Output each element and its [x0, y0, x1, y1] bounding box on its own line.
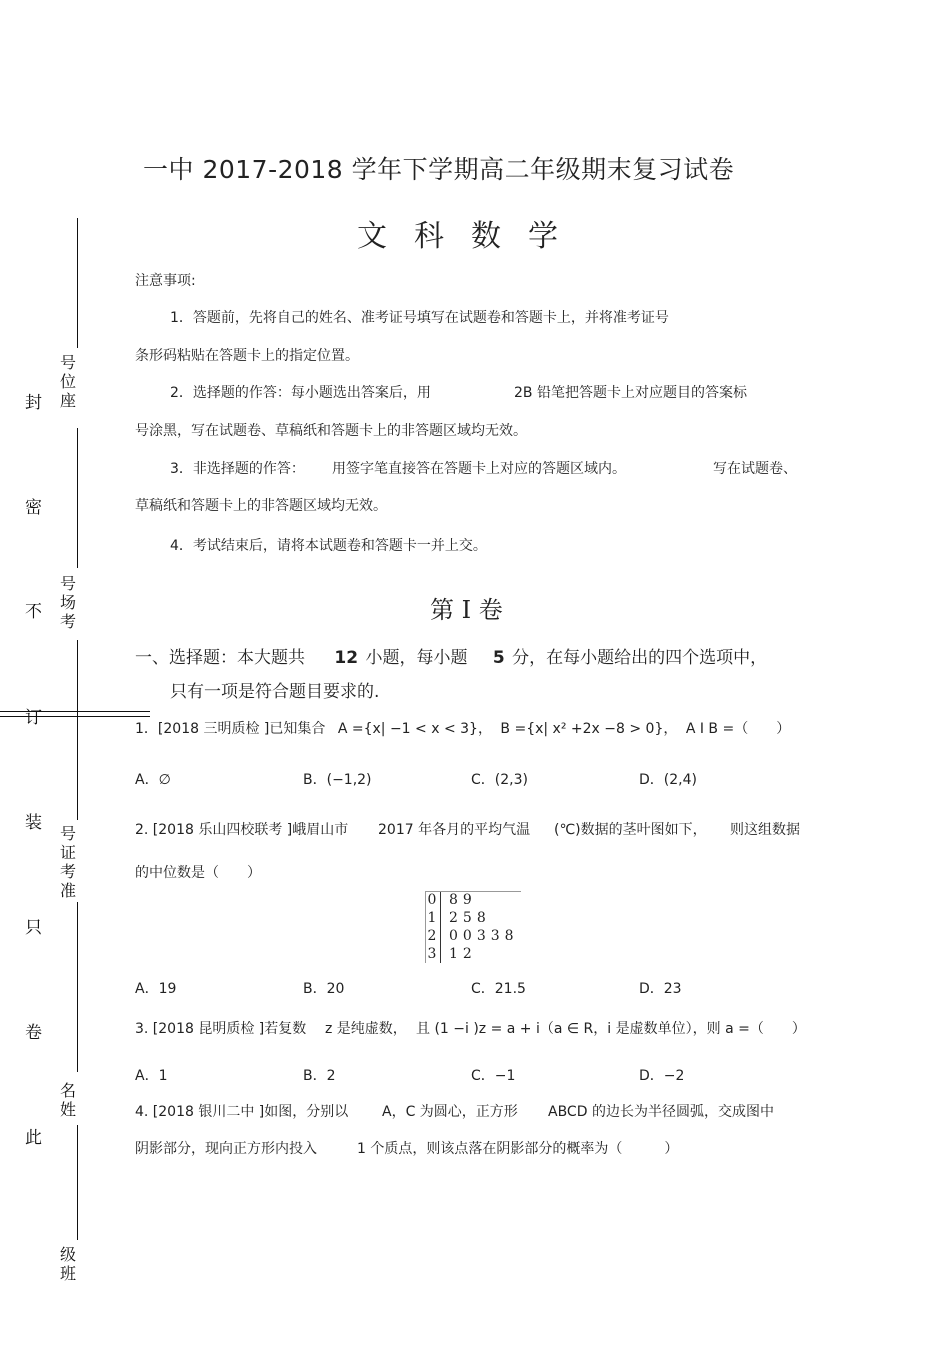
set-b: B ={x| x² +2x −8 > 0}， [500, 721, 678, 737]
exam-room-field: 号场考 [59, 574, 76, 631]
option-d: D．23 [639, 981, 682, 997]
notice-line: 2．选择题的作答：每小题选出答案后，用 [170, 385, 431, 401]
option-b: B．(−1,2) [303, 772, 372, 788]
question-3: 且 (1 −i )z = a + i（a ∈ R，i 是虚数单位），则 a =（ ） [416, 1021, 806, 1037]
option-d: D．−2 [639, 1068, 685, 1084]
question-2-line1: 2. [2018 乐山四校联考 ]峨眉山市 [135, 822, 349, 838]
cut-line [0, 711, 150, 712]
seal-char: 装 [25, 813, 42, 833]
set-a: A ={x| −1 < x < 3}， [337, 721, 492, 737]
seal-char: 卷 [25, 1023, 42, 1043]
notice-line: 用签字笔直接答在答题卡上对应的答题区域内。 [332, 461, 626, 477]
class-field: 级班 [59, 1245, 76, 1283]
option-b: B．2 [303, 1068, 336, 1084]
binding-line [77, 902, 78, 1072]
seal-char: 密 [25, 498, 42, 518]
notice-line: 4．考试结束后，请将本试题卷和答题卡一并上交。 [170, 538, 487, 554]
question-ask: A I B =（ ） [685, 721, 791, 737]
question-score: 5 [492, 648, 505, 668]
question-2-line1: 则这组数据 [730, 822, 800, 838]
leaves: 00338 [449, 928, 519, 944]
question-3: 3. [2018 昆明质检 ]若复数 [135, 1021, 307, 1037]
part-heading-text: 一、选择题：本大题共 [135, 648, 305, 668]
binding-line [77, 428, 78, 568]
option-d: D．(2,4) [639, 772, 697, 788]
binding-line [77, 218, 78, 348]
leaves: 12 [449, 946, 477, 962]
binding-line [77, 640, 78, 820]
notice-heading: 注意事项: [135, 273, 196, 289]
section-title: 第 I 卷 [430, 596, 503, 624]
question-1 [135, 718, 790, 738]
stem-leaf-border [425, 891, 426, 963]
question-count: 12 [334, 648, 359, 668]
binding-line [77, 1125, 78, 1240]
question-4-line2: 1 个质点，则该点落在阴影部分的概率为（ ） [357, 1141, 679, 1157]
leaves: 258 [449, 910, 491, 926]
stem: 0 [427, 892, 437, 908]
question-2-line1: 2017 年各月的平均气温 [378, 822, 531, 838]
question-text: 已知集合 [269, 721, 326, 737]
question-number: 1． [135, 721, 158, 737]
part-heading-text: 分，在每小题给出的四个选项中， [512, 648, 768, 668]
question-2-line1: (℃)数据的茎叶图如下， [554, 822, 707, 838]
stem: 3 [427, 946, 437, 962]
part-heading-line2: 只有一项是符合题目要求的. [170, 682, 380, 702]
question-4-line1: 4. [2018 银川二中 ]如图，分别以 [135, 1104, 349, 1120]
exam-title: 一中 2017-2018 学年下学期高二年级期末复习试卷 [143, 155, 735, 184]
notice-line: 3．非选择题的作答： [170, 461, 305, 477]
notice-line: 写在试题卷、 [713, 461, 797, 477]
notice-line: 1．答题前，先将自己的姓名、准考证号填写在试题卷和答题卡上，并将准考证号 [170, 310, 669, 326]
seal-char: 不 [25, 602, 42, 622]
stem: 2 [427, 928, 437, 944]
notice-line: 条形码粘贴在答题卡上的指定位置。 [135, 348, 359, 364]
part-heading-text: 小题，每小题 [365, 648, 468, 668]
seal-char: 订 [25, 708, 42, 728]
seal-char: 此 [25, 1128, 42, 1148]
question-source: [2018 三明质检 ] [157, 721, 270, 737]
seal-char: 只 [25, 918, 42, 938]
option-c: C．21.5 [471, 981, 526, 997]
notice-line: 号涂黑，写在试题卷、草稿纸和答题卡上的非答题区域均无效。 [135, 423, 527, 439]
question-3: z 是纯虚数， [325, 1021, 407, 1037]
name-field: 名姓 [59, 1081, 76, 1119]
option-c: C．(2,3) [471, 772, 528, 788]
part-heading [135, 643, 767, 668]
question-4-line2: 阴影部分，现向正方形内投入 [135, 1141, 317, 1157]
option-c: C．−1 [471, 1068, 516, 1084]
exam-subtitle: 文科数学 [357, 219, 585, 254]
option-a: A．1 [135, 1068, 168, 1084]
question-2-line2: 的中位数是（ ） [135, 865, 261, 881]
seal-char: 封 [25, 393, 42, 413]
leaves: 89 [449, 892, 477, 908]
stem-leaf-plot [425, 891, 521, 963]
question-4-line1: A，C 为圆心，正方形 [382, 1104, 518, 1120]
question-4-line1: ABCD 的边长为半径圆弧，交成图中 [548, 1104, 774, 1120]
notice-line: 草稿纸和答题卡上的非答题区域均无效。 [135, 498, 387, 514]
stem-leaf-divider [440, 891, 441, 963]
cut-line [0, 716, 150, 717]
option-a: A．19 [135, 981, 177, 997]
admission-number-field: 号证考准 [59, 824, 76, 900]
option-b: B．20 [303, 981, 345, 997]
notice-line: 2B 铅笔把答题卡上对应题目的答案标 [514, 385, 747, 401]
stem: 1 [427, 910, 437, 926]
option-a: A．∅ [135, 772, 171, 788]
seat-number-field: 号位座 [59, 353, 76, 410]
